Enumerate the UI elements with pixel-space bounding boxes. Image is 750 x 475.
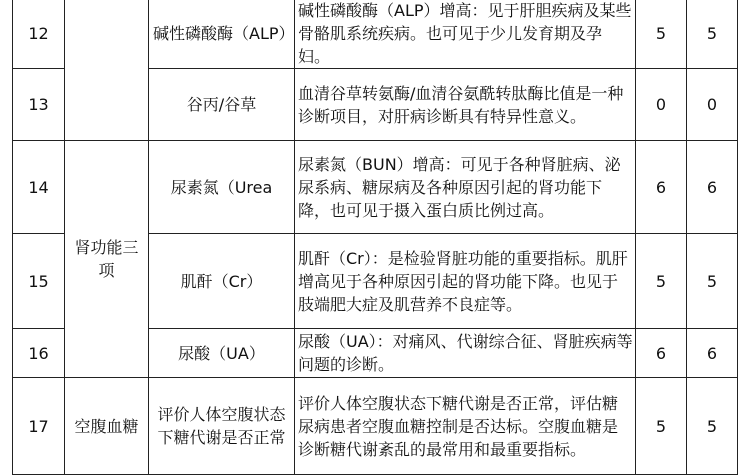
category-label: 肾功能三项 [74,238,139,280]
category-label: 空腹血糖 [74,416,139,436]
table-row [13,141,738,234]
item-name: 肌酐（Cr） [149,234,295,329]
value-cell: 5 [636,378,687,475]
item-description: 尿酸（UA）：对痛风、代谢综合征、肾脏疾病等问题的诊断。 [295,329,636,378]
item-description: 碱性磷酸酶（ALP）增高：见于肝胆疾病及某些骨骼肌系统疾病。也可见于少儿发育期及孕妇。 [295,0,636,69]
value-cell: 5 [636,0,687,69]
item-name: 谷丙/谷草 [149,69,295,141]
item-description: 尿素氮（BUN）增高：可见于各种肾脏病、泌尿系病、糖尿病及各种原因引起的肾功能下降，也可见于摄入蛋白质比例过高。 [295,141,636,234]
item-name: 碱性磷酸酶（ALP） [149,0,295,69]
value-cell: 5 [687,378,738,475]
item-description: 肌酐（Cr）：是检验肾脏功能的重要指标。肌肝增高见于各种原因引起的肾功能下降。也见于肢端肥大症及肌营养不良症等。 [295,234,636,329]
value-cell: 0 [636,69,687,141]
row-number: 12 [13,0,65,69]
item-name: 评价人体空腹状态下糖代谢是否正常 [149,378,295,475]
item-name: 尿素氮（Urea [149,141,295,234]
category-cell [65,0,149,141]
value-cell: 6 [687,329,738,378]
value-cell: 6 [636,141,687,234]
value-cell: 5 [636,234,687,329]
item-name: 尿酸（UA） [149,329,295,378]
row-number: 13 [13,69,65,141]
results-table [12,0,738,475]
item-description: 评价人体空腹状态下糖代谢是否正常，评估糖尿病患者空腹血糖控制是否达标。空腹血糖是诊断糖代谢紊乱的最常用和最重要指标。 [295,378,636,475]
row-number: 16 [13,329,65,378]
row-number: 15 [13,234,65,329]
category-cell [65,141,149,378]
value-cell: 6 [687,141,738,234]
value-cell: 6 [636,329,687,378]
table-row [13,0,738,69]
table-row [13,378,738,475]
category-cell [65,378,149,475]
value-cell: 5 [687,234,738,329]
value-cell: 0 [687,69,738,141]
value-cell: 5 [687,0,738,69]
item-description: 血清谷草转氨酶/血清谷氨酰转肽酶比值是一种诊断项目，对肝病诊断具有特异性意义。 [295,69,636,141]
row-number: 17 [13,378,65,475]
row-number: 14 [13,141,65,234]
